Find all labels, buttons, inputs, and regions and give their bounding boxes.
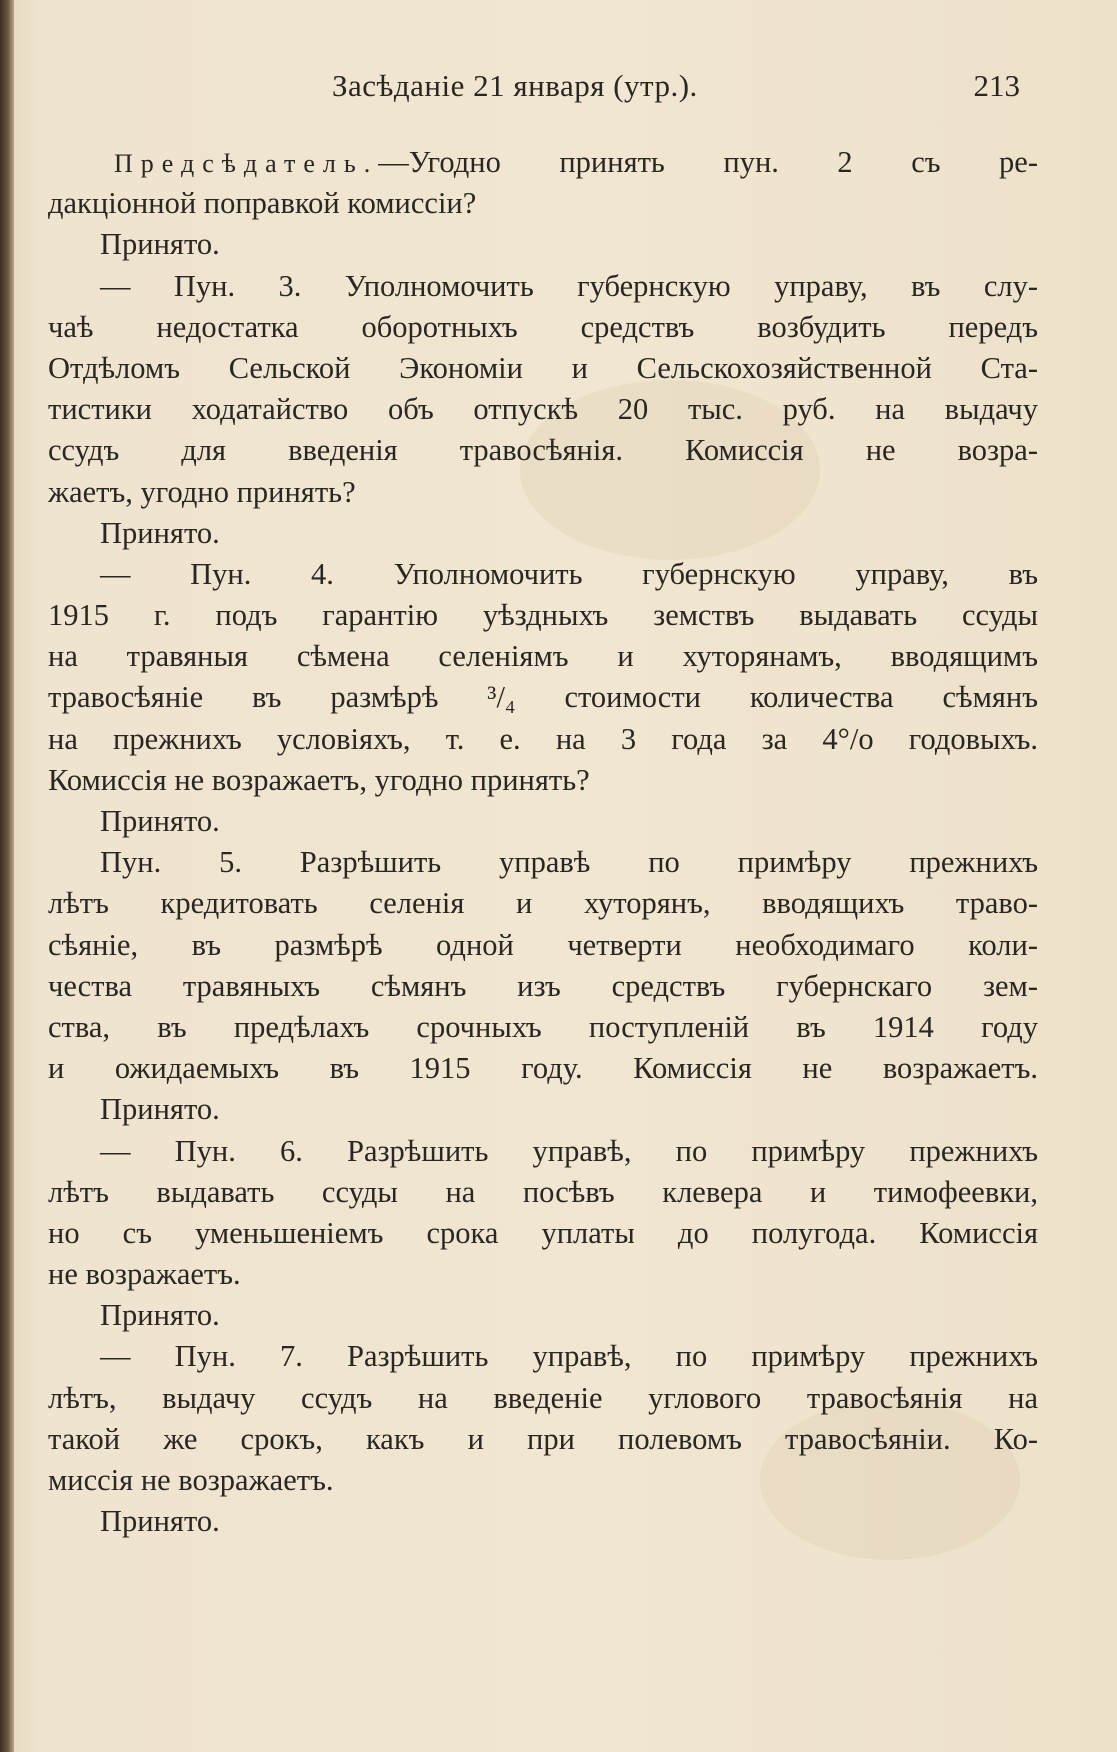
text-line (48, 142, 1038, 183)
text-line: Принято. (100, 1504, 220, 1539)
text-line: Комиссія не возражаетъ, угодно принять? (48, 762, 590, 797)
book-spine-shadow (0, 0, 14, 1752)
text-line: травосѣяніе въ размѣрѣ ³/₄ стоимости количества сѣмянъ (48, 680, 1038, 715)
text-line: 1915 г. подъ гарантію уѣздныхъ земствъ выдавать ссуды (48, 598, 1038, 633)
text-line: — Пун. 6. Разрѣшить управѣ, по примѣру прежнихъ (100, 1133, 1038, 1168)
text-line: и ожидаемыхъ въ 1915 году. Комиссія не возражаетъ. (48, 1051, 1038, 1086)
text-line: миссія не возражаетъ. (48, 1463, 334, 1497)
text-line: дакціонной поправкой комиссіи? (48, 186, 477, 221)
running-title: Засѣданіе 21 января (утр.). (332, 68, 698, 103)
text-line: тистики ходатайство объ отпускѣ 20 тыс. руб. на выдачу (48, 392, 1038, 427)
text-line: Пун. 5. Разрѣшить управѣ по примѣру прежнихъ (100, 845, 1038, 880)
text-line: лѣтъ, выдачу ссудъ на введеніе углового травосѣянія на (48, 1380, 1038, 1415)
text-line: — Пун. 4. Уполномочить губернскую управу, въ (100, 556, 1038, 591)
text-line: сѣяніе, въ размѣрѣ одной четверти необходимаго коли- (48, 927, 1038, 962)
text-line: ссудъ для введенія травосѣянія. Комиссія не возра- (48, 433, 1038, 468)
page-number: 213 (973, 68, 1020, 103)
page-header (100, 68, 1020, 108)
line-content: —Угодно принять пун. 2 съ ре- (378, 145, 1038, 179)
text-line: Принято. (100, 1092, 220, 1127)
text-line: такой же срокъ, какъ и при полевомъ травосѣяніи. Ко- (48, 1421, 1038, 1456)
text-line: чества травяныхъ сѣмянъ изъ средствъ губернскаго зем- (48, 968, 1038, 1003)
text-line: — Пун. 7. Разрѣшить управѣ, по примѣру прежнихъ (100, 1339, 1038, 1374)
text-line: ства, въ предѣлахъ срочныхъ поступленій въ 1914 году (48, 1009, 1038, 1044)
text-line: на травяныя сѣмена селеніямъ и хуторянамъ, вводящимъ (48, 639, 1038, 674)
text-line: лѣтъ выдавать ссуды на посѣвъ клевера и тимофеевки, (48, 1174, 1038, 1209)
text-line: не возражаетъ. (48, 1257, 241, 1292)
text-line: на прежнихъ условіяхъ, т. е. на 3 года за 4°/о годовыхъ. (48, 721, 1038, 756)
text-line: Принято. (100, 227, 220, 262)
text-line: но съ уменьшеніемъ срока уплаты до полугода. Комиссія (48, 1215, 1038, 1250)
text-line: Принято. (100, 1298, 220, 1333)
text-line: Принято. (100, 804, 220, 838)
text-line: Отдѣломъ Сельской Экономіи и Сельскохозяйственной Ста- (48, 350, 1038, 385)
body-text (48, 142, 1038, 1542)
text-line: лѣтъ кредитовать селенія и хуторянъ, вводящихъ траво- (48, 886, 1038, 921)
text-line: чаѣ недостатка оборотныхъ средствъ возбудить передъ (48, 309, 1038, 344)
text-line: Принято. (100, 515, 220, 550)
speaker-label: Предсѣдатель. (114, 149, 379, 178)
text-line: жаетъ, угодно принять? (48, 474, 356, 509)
text-line: — Пун. 3. Уполномочить губернскую управу, въ слу- (100, 268, 1038, 303)
